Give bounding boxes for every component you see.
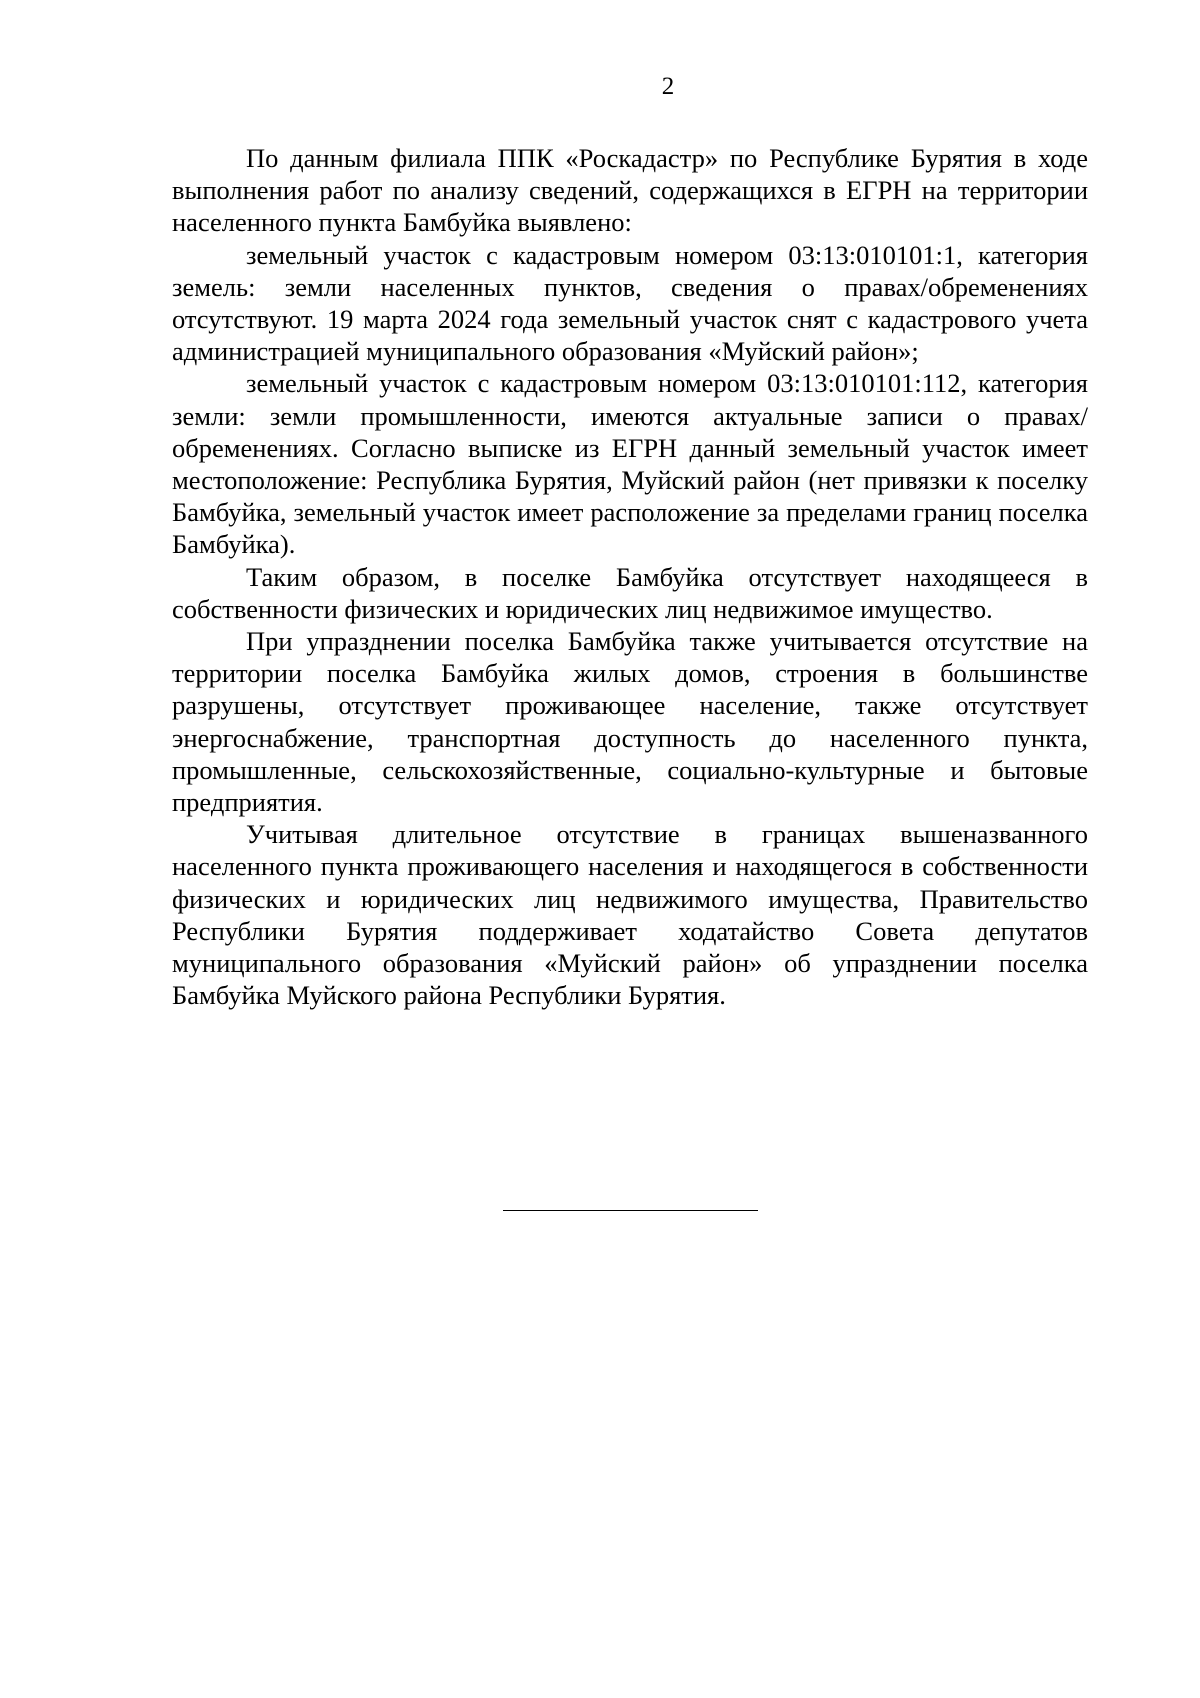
paragraph-abolition-factors: При упразднении поселка Бамбуйка также учитывается отсутствие на территории поселка Бамбуйка жилых домов, строения в большинстве разрушены, отсутствует проживающее население, также отсутствует энергоснабжение, транспортная доступность до населенного пункта, промышленные, сельскохозяйственные, социально-культурные и бытовые предприятия.: [172, 626, 1088, 818]
paragraph-land-plot-1: земельный участок с кадастровым номером 03:13:010101:1, категория земель: земли населенных пунктов, сведения о правах/обременениях отсутствуют. 19 марта 2024 года земельный участок снят с кадастрового учета администрацией муниципального образования «Муйский район»;: [172, 239, 1088, 367]
page-number: 2: [661, 73, 675, 100]
document-body: [172, 142, 1088, 1011]
paragraph-intro: По данным филиала ППК «Роскадастр» по Республике Бурятия в ходе выполнения работ по анализу сведений, содержащихся в ЕГРН на территории населенного пункта Бамбуйка выявлено:: [172, 143, 1088, 238]
paragraph-land-plot-112: земельный участок с кадастровым номером 03:13:010101:112, категория земли: земли промышленности, имеются актуальные записи о правах/обременениях. Согласно выписке из ЕГРН данный земельный участок имеет местоположение: Республика Бурятия, Муйский район (нет привязки к поселку Бамбуйка, земельный участок имеет расположение за пределами границ поселка Бамбуйка).: [172, 368, 1088, 560]
end-separator-line: [503, 1210, 758, 1211]
paragraph-conclusion-property: Таким образом, в поселке Бамбуйка отсутствует находящееся в собственности физических и юридических лиц недвижимое имущество.: [172, 561, 1088, 624]
paragraph-government-support: Учитывая длительное отсутствие в границах вышеназванного населенного пункта проживающего населения и находящегося в собственности физических и юридических лиц недвижимого имущества, Правительство Республики Бурятия поддерживает ходатайство Совета депутатов муниципального образования «Муйский район» об упразднении поселка Бамбуйка Муйского района Республики Бурятия.: [172, 819, 1088, 1011]
